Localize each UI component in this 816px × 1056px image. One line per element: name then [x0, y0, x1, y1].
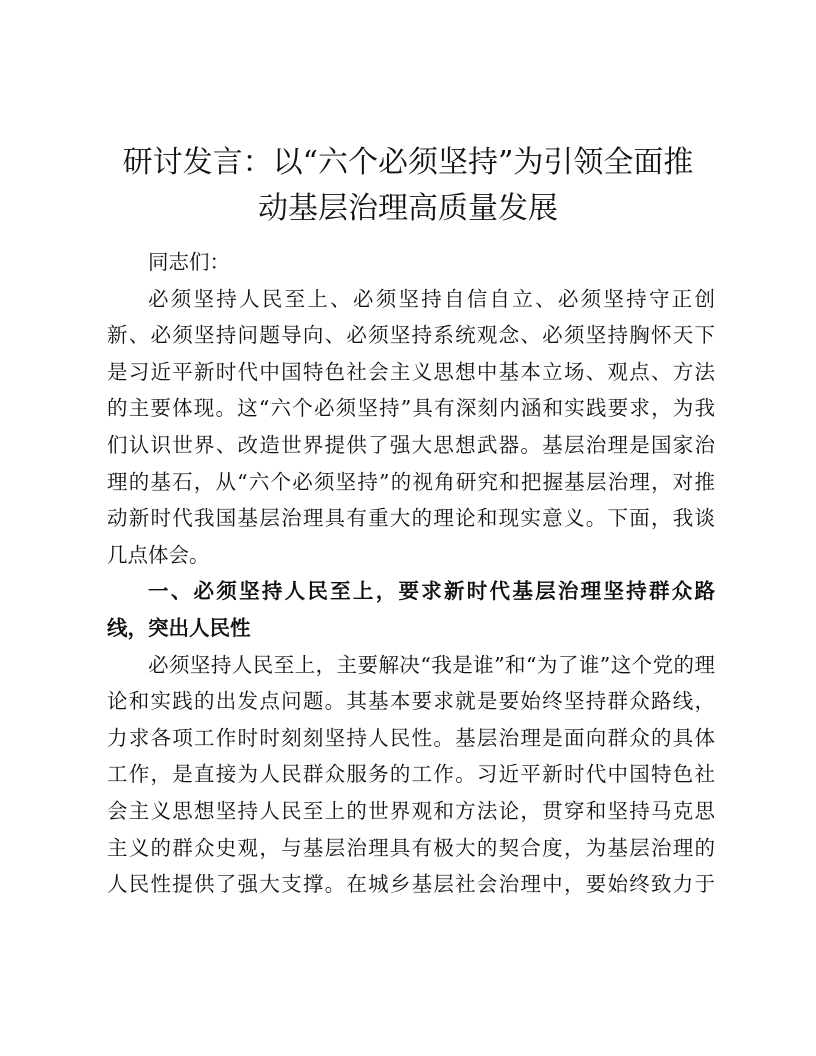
heading-line: 线，突出人民性 — [107, 615, 251, 640]
text-line: 新、必须坚持问题导向、必须坚持系统观念、必须坚持胸怀天下 — [107, 323, 715, 348]
text-line: 必须坚持人民至上、必须坚持自信自立、必须坚持守正创 — [148, 286, 715, 311]
document-body — [107, 244, 715, 903]
text-line: 是习近平新时代中国特色社会主义思想中基本立场、观点、方法 — [107, 359, 715, 384]
text-line: 的主要体现。这“六个必须坚持”具有深刻内涵和实践要求，为我 — [107, 396, 715, 421]
document-title — [100, 140, 716, 232]
paragraph-intro — [107, 281, 715, 574]
text-line: 会主义思想坚持人民至上的世界观和方法论，贯穿和坚持马克思 — [107, 798, 715, 823]
heading-line: 一、必须坚持人民至上，要求新时代基层治理坚持群众路 — [148, 579, 715, 604]
salutation: 同志们： — [148, 250, 230, 274]
text-line: 必须坚持人民至上，主要解决“我是谁”和“为了谁”这个党的理 — [148, 652, 715, 677]
text-line: 主义的群众史观，与基层治理具有极大的契合度，为基层治理的 — [107, 835, 715, 860]
text-line: 力求各项工作时时刻刻坚持人民性。基层治理是面向群众的具体 — [107, 725, 715, 750]
section-heading — [107, 573, 715, 646]
text-line: 动新时代我国基层治理具有重大的理论和现实意义。下面，我谈 — [107, 506, 715, 531]
text-line: 几点体会。 — [107, 542, 210, 567]
title-line: 研讨发言：以“六个必须坚持”为引领全面推 — [122, 145, 694, 180]
paragraph-section-1 — [107, 647, 715, 903]
title-line: 动基层治理高质量发展 — [258, 191, 558, 226]
text-line: 理的基石，从“六个必须坚持”的视角研究和把握基层治理，对推 — [107, 469, 715, 494]
text-line: 人民性提供了强大支撑。在城乡基层社会治理中，要始终致力于 — [107, 872, 715, 897]
text-line: 论和实践的出发点问题。其基本要求就是要始终坚持群众路线， — [107, 689, 715, 714]
text-line: 们认识世界、改造世界提供了强大思想武器。基层治理是国家治 — [107, 432, 715, 457]
text-line: 工作，是直接为人民群众服务的工作。习近平新时代中国特色社 — [107, 762, 715, 787]
